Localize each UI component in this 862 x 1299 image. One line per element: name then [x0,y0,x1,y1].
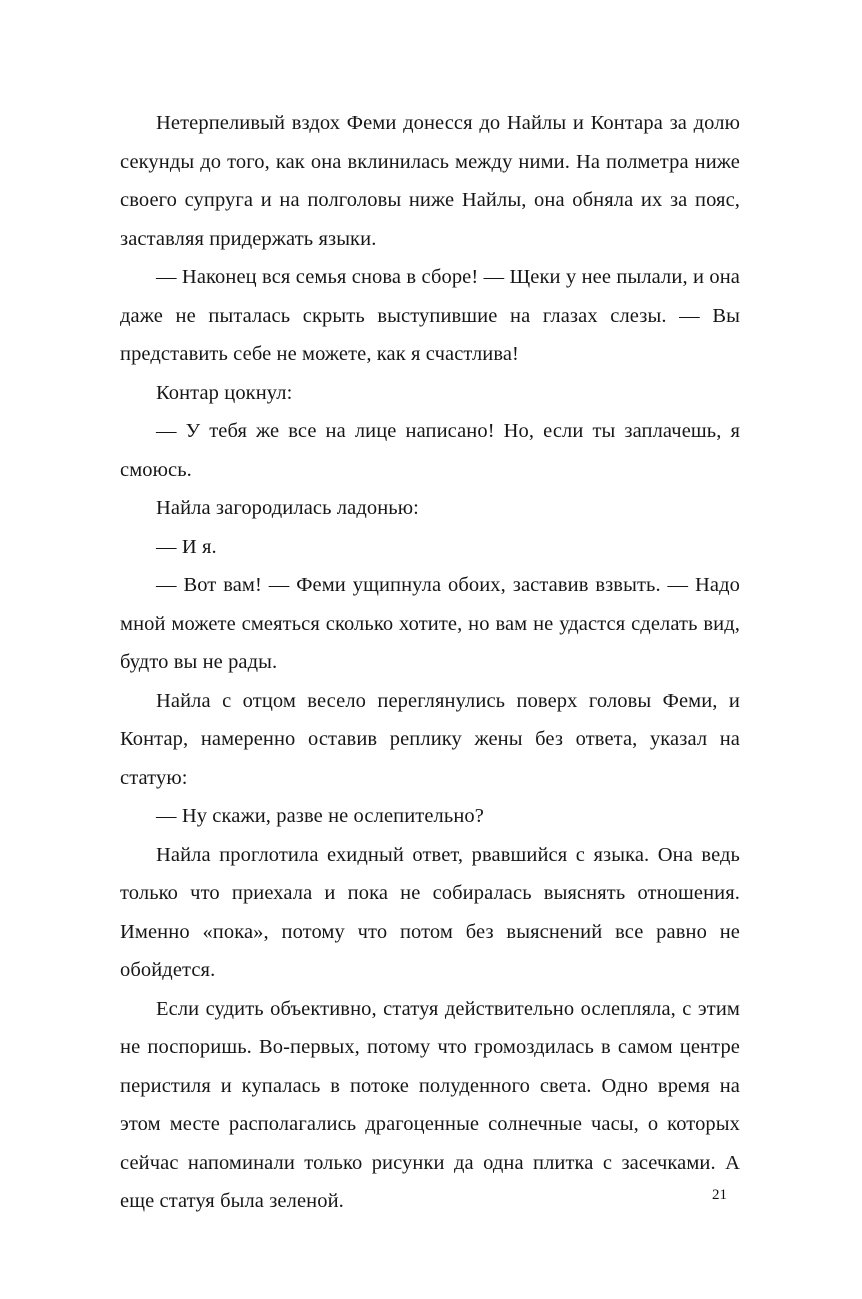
paragraph: Найла с отцом весело переглянулись поверх головы Феми, и Контар, намеренно оставив реплику жены без ответа, указал на статую: [120,689,740,789]
paragraph: — И я. [156,535,217,558]
paragraph: — Наконец вся семья снова в сборе! — Щеки у нее пылали, и она даже не пыталась скрыть выступившие на глазах слезы. — Вы представить себе не можете, как я счастлива! [120,266,740,365]
page-text-block [120,104,740,1221]
paragraph: — Ну скажи, разве не ослепительно? [156,805,484,827]
paragraph: — Вот вам! — Феми ущипнула обоих, заставив взвыть. — Надо мной можете смеяться сколько хотите, но вам не удастся сделать вид, будто вы не рады. [120,574,740,673]
page-number: 21 [712,1187,727,1203]
paragraph: Найла проглотила ехидный ответ, рвавшийся с языка. Она ведь только что приехала и пока не собиралась выяснять отношения. Именно «пока», потому что потом без выяснений все равно не обойдется. [120,843,740,981]
paragraph: Нетерпеливый вздох Феми донесся до Найлы и Контара за долю секунды до того, как она вклинилась между ними. На полметра ниже своего супруга и на полголовы ниже Найлы, она обняла их за пояс, заставляя придержать языки. [120,112,740,250]
paragraph: — У тебя же все на лице написано! Но, если ты заплачешь, я смоюсь. [120,420,740,481]
paragraph: Контар цокнул: [156,381,293,404]
paragraph: Если судить объективно, статуя действительно ослепляла, с этим не поспоришь. Во-первых, потому что громоздилась в самом центре перистиля и купалась в потоке полуденного света. Одно время на этом месте располагались драгоценные солнечные часы, о которых сейчас напоминали только рисунки да одна плитка с засечками. А еще статуя была зеленой. [120,997,740,1212]
paragraph: Найла загородилась ладонью: [156,497,419,519]
